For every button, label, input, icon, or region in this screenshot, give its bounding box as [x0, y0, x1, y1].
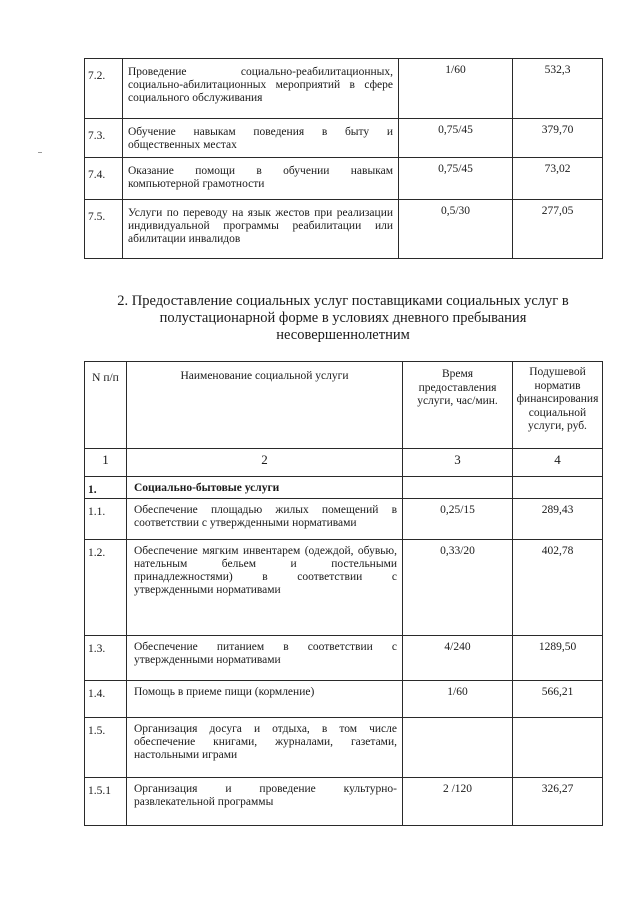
row-number: 1.3.: [85, 636, 127, 681]
service-name: Оказание помощи в обучении навыкам компьютерной грамотности: [123, 158, 399, 200]
service-norm: 402,78: [513, 540, 603, 636]
category-title: Социально-бытовые услуги: [127, 477, 403, 499]
section-heading-line: несовершеннолетним: [276, 327, 410, 343]
service-norm: 289,43: [513, 499, 603, 540]
header-service-name: Наименование социальной услуги: [127, 362, 403, 449]
service-norm: 532,3: [513, 59, 603, 119]
service-time: 0,33/20: [403, 540, 513, 636]
row-number: 7.4.: [85, 158, 123, 200]
service-name: Помощь в приеме пищи (кормление): [127, 681, 403, 718]
service-norm: 566,21: [513, 681, 603, 718]
service-time: 0,75/45: [399, 158, 513, 200]
service-name: Услуги по переводу на язык жестов при реализации индивидуальной программы реабилитации или абилитации инвалидов: [123, 200, 399, 259]
service-name: Обеспечение мягким инвентарем (одеждой, обувью, нательным бельем и постельными принадлежностями) в соответствии с утвержденными нормативами: [127, 540, 403, 636]
table-row: [85, 158, 603, 200]
table-header-row: [85, 362, 603, 449]
table-row: [85, 200, 603, 259]
table-row: [85, 636, 603, 681]
service-time: 1/60: [399, 59, 513, 119]
service-name: Обеспечение питанием в соответствии с утвержденными нормативами: [127, 636, 403, 681]
service-norm: 277,05: [513, 200, 603, 259]
service-name: Организация досуга и отдыха, в том числе обеспечение книгами, журналами, газетами, настольными играми: [127, 718, 403, 778]
services-table-continued: [84, 58, 603, 259]
table-row: [85, 59, 603, 119]
table-row: [85, 119, 603, 158]
service-time: 1/60: [403, 681, 513, 718]
service-time: 0,5/30: [399, 200, 513, 259]
header-norm: Подушевой норматив финансирования социальной услуги, руб.: [513, 362, 603, 449]
service-time: 0,75/45: [399, 119, 513, 158]
row-number: 1.5.1: [85, 778, 127, 826]
service-norm: [513, 718, 603, 778]
service-time: 2 /120: [403, 778, 513, 826]
header-time: Время предоставления услуги, час/мин.: [403, 362, 513, 449]
table-row: [85, 681, 603, 718]
service-name: Проведение социально-реабилитационных, социально-абилитационных мероприятий в сфере социального обслуживания: [123, 59, 399, 119]
service-name: Обучение навыкам поведения в быту и общественных местах: [123, 119, 399, 158]
row-number: 7.2.: [85, 59, 123, 119]
service-time: [403, 477, 513, 499]
table-row: [85, 718, 603, 778]
service-time: 0,25/15: [403, 499, 513, 540]
column-number: 2: [127, 449, 403, 477]
table-row: [85, 540, 603, 636]
scan-artifact: [38, 152, 42, 153]
service-norm: 1289,50: [513, 636, 603, 681]
row-number: 1.5.: [85, 718, 127, 778]
section-heading-line: полустационарной форме в условиях дневного пребывания: [159, 310, 527, 326]
column-number: 1: [85, 449, 127, 477]
row-number: 1.1.: [85, 499, 127, 540]
table-row: [85, 778, 603, 826]
section-heading-line: 2. Предоставление социальных услуг поставщиками социальных услуг в: [117, 293, 569, 309]
column-number: 4: [513, 449, 603, 477]
service-norm: 73,02: [513, 158, 603, 200]
table-row: [85, 499, 603, 540]
row-number: 1.2.: [85, 540, 127, 636]
header-number: N п/п: [85, 362, 127, 449]
services-table: [84, 361, 603, 826]
service-norm: [513, 477, 603, 499]
service-name: Организация и проведение культурно-развлекательной программы: [127, 778, 403, 826]
service-name: Обеспечение площадью жилых помещений в соответствии с утвержденными нормативами: [127, 499, 403, 540]
service-norm: 379,70: [513, 119, 603, 158]
service-time: 4/240: [403, 636, 513, 681]
column-number: 3: [403, 449, 513, 477]
table-row: [85, 477, 603, 499]
section-heading: [84, 293, 602, 344]
row-number: 7.3.: [85, 119, 123, 158]
row-number: 1.4.: [85, 681, 127, 718]
service-norm: 326,27: [513, 778, 603, 826]
column-number-row: [85, 449, 603, 477]
row-number: 7.5.: [85, 200, 123, 259]
row-number: 1.: [85, 477, 127, 499]
service-time: [403, 718, 513, 778]
